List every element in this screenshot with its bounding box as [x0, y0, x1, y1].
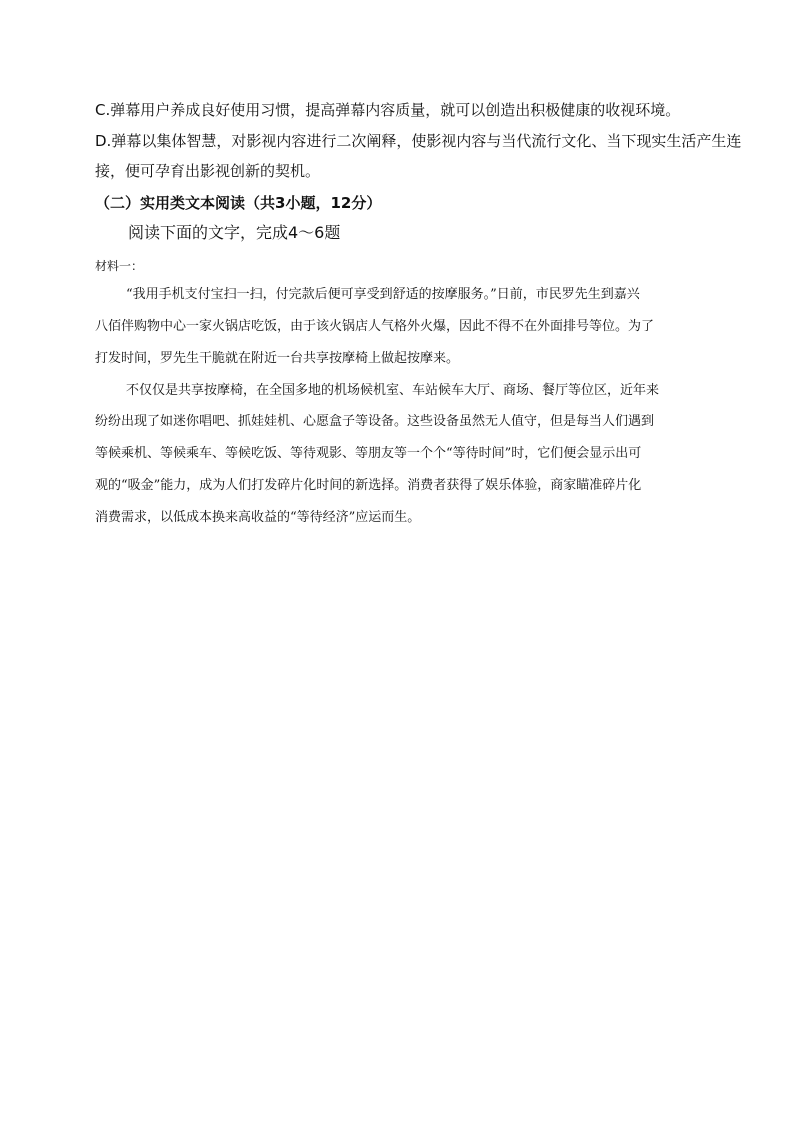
- option-c-text: C.弹幕用户养成良好使用习惯，提高弹幕内容质量，就可以创造出积极健康的收视环境。: [95, 101, 681, 119]
- section-title: （二）实用类文本阅读（共3小题，12分）: [95, 194, 382, 212]
- paragraph-1-line-3: 打发时间，罗先生干脆就在附近一台共享按摩椅上做起按摩来。: [95, 351, 460, 366]
- paragraph-2-line-2: 纷纷出现了如迷你唱吧、抓娃娃机、心愿盒子等设备。这些设备虽然无人值守，但是每当人们遇到: [95, 414, 655, 429]
- paragraph-2-line-5: 消费需求，以低成本换来高收益的“等待经济”应运而生。: [95, 510, 421, 525]
- paragraph-2-line-1: 不仅仅是共享按摩椅，在全国多地的机场候机室、车站候车大厅、商场、餐厅等位区，近年来: [126, 383, 660, 398]
- option-d-text-line-1: D.弹幕以集体智慧，对影视内容进行二次阐释，使影视内容与当代流行文化、当下现实生活产生连: [95, 132, 742, 150]
- option-d-text-line-2: 接，便可孕育出影视创新的契机。: [95, 162, 321, 180]
- paragraph-1-line-2: 八佰伴购物中心一家火锅店吃饭，由于该火锅店人气格外火爆，因此不得不在外面排号等位。为了: [95, 319, 655, 334]
- paragraph-2-line-4: 观的“吸金”能力，成为人们打发碎片化时间的新选择。消费者获得了娱乐体验，商家瞄准碎片化: [95, 478, 642, 493]
- paragraph-1-line-1: “我用手机支付宝扫一扫，付完款后便可享受到舒适的按摩服务。”日前，市民罗先生到嘉兴: [126, 287, 640, 302]
- paragraph-2-line-3: 等候乘机、等候乘车、等候吃饭、等待观影、等朋友等一个个“等待时间”时，它们便会显示出可: [95, 446, 642, 461]
- reading-instruction: 阅读下面的文字，完成4～6题: [128, 223, 341, 242]
- material-label: 材料一：: [95, 259, 144, 273]
